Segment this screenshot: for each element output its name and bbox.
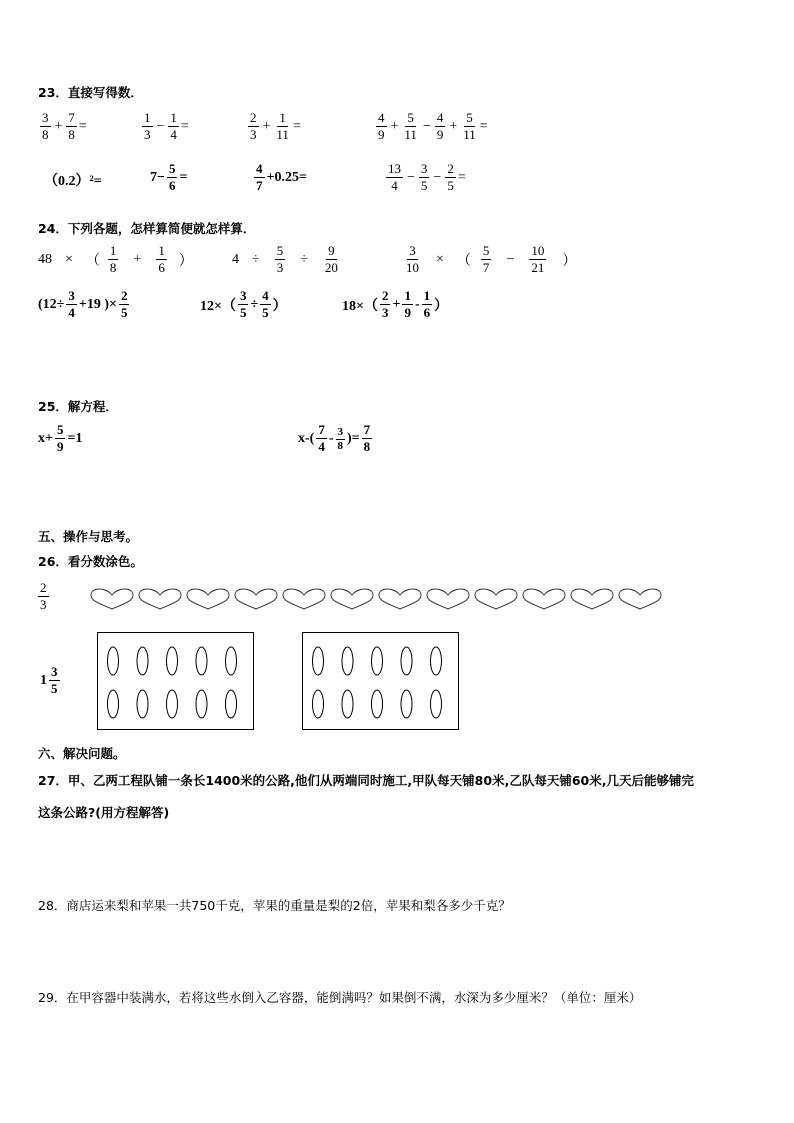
q24-expr-6: 18×（ $\frac{2}{3}$ + $\frac{1}{9}$ - $\frac{1}{6}$ ） (342, 288, 449, 320)
fraction: $\frac{13}{4}$ (388, 161, 401, 193)
oval-box-1 (97, 632, 254, 730)
heart-shape[interactable] (331, 589, 373, 609)
q24-expr-3: $\frac{3}{10}$ × （ $\frac{5}{7}$ − $\frac{10}{21}$ ） (406, 243, 577, 275)
q23-expr-7: $\frac{4}{7}$ +0.25= (256, 161, 307, 193)
q24-expr-4: (12÷ $\frac{3}{4}$ +19 )× $\frac{2}{5}$ (38, 288, 128, 320)
fraction: $\frac{2}{3}$ (40, 580, 47, 612)
fraction: $\frac{5}{6}$ (168, 161, 176, 193)
fraction: $\frac{3}{10}$ (406, 243, 419, 275)
heart-shape[interactable] (523, 589, 565, 609)
q24-expr-1: 48 × （ $\frac{1}{8}$ + $\frac{1}{6}$ ） (38, 243, 193, 275)
q27-line-1: 27．甲、乙两工程队铺一条长1400米的公路,他们从两端同时施工,甲队每天铺80米,乙队每天铺60米,几天后能够铺完 (38, 773, 694, 788)
fraction: $\frac{1}{3}$ (144, 110, 151, 142)
fraction: $\frac{7}{8}$ (68, 110, 75, 142)
q23-expr-2: $\frac{1}{3}$ − $\frac{1}{4}$ = (144, 110, 189, 142)
fraction: $\frac{4}{9}$ (378, 110, 385, 142)
fraction: $\frac{5}{11}$ (404, 110, 417, 142)
q28-text: 28．商店运来梨和苹果一共750千克，苹果的重量是梨的2倍，苹果和梨各多少千克？ (38, 898, 511, 913)
q26-fraction-2-3 (36, 580, 51, 613)
q24-expr-2: 4 ÷ $\frac{5}{3}$ ÷ $\frac{9}{20}$ (232, 243, 338, 275)
fraction: $\frac{3}{5}$ (51, 664, 58, 696)
fraction: $\frac{1}{4}$ (170, 110, 177, 142)
heart-shape[interactable] (187, 589, 229, 609)
oval-box-2 (302, 632, 459, 730)
fraction: $\frac{2}{5}$ (447, 161, 454, 193)
section-6-heading: 六、解决问题。 (38, 746, 126, 761)
heart-shape[interactable] (379, 589, 421, 609)
fraction: $\frac{1}{6}$ (423, 288, 431, 320)
fraction: $\frac{1}{11}$ (276, 110, 289, 142)
fraction: $\frac{2}{3}$ (381, 288, 389, 320)
q27-line-2: 这条公路?(用方程解答) (38, 805, 170, 820)
fraction: $\frac{3}{8}$ (337, 426, 343, 452)
fraction: $\frac{3}{8}$ (42, 110, 49, 142)
fraction: $\frac{4}{7}$ (256, 161, 263, 193)
fraction: $\frac{3}{5}$ (420, 161, 428, 193)
fraction: $\frac{9}{20}$ (324, 243, 338, 275)
fraction: $\frac{7}{8}$ (363, 422, 371, 454)
heart-shape[interactable] (139, 589, 181, 609)
fraction: $\frac{2}{5}$ (120, 288, 128, 320)
q25-title: 25．解方程． (38, 399, 118, 414)
fraction: $\frac{2}{3}$ (250, 110, 257, 142)
q29-text: 29．在甲容器中装满水，若将这些水倒入乙容器，能倒满吗？如果倒不满，水深为多少厘米？（单位：厘米） (38, 990, 642, 1005)
fraction: $\frac{3}{4}$ (68, 288, 75, 320)
q23-expr-3: $\frac{2}{3}$ + $\frac{1}{11}$ = (250, 110, 301, 142)
q23-expr-5: （0.2）²= (44, 174, 102, 189)
q23-expr-6: 7− $\frac{5}{6}$ = (150, 161, 188, 193)
fraction: $\frac{5}{11}$ (463, 110, 476, 142)
heart-shape[interactable] (283, 589, 325, 609)
q25-equation-1: x+ $\frac{5}{9}$ =1 (38, 422, 83, 454)
heart-shape[interactable] (571, 589, 613, 609)
fraction: $\frac{4}{5}$ (262, 288, 269, 320)
q25-equation-2: x-( $\frac{7}{4}$ - $\frac{3}{8}$ )= $\frac{7}{8}$ (298, 422, 371, 454)
fraction: $\frac{10}{21}$ (531, 243, 545, 275)
fraction: $\frac{1}{8}$ (109, 243, 117, 275)
heart-shape[interactable] (235, 589, 277, 609)
q23-expr-8: $\frac{13}{4}$ − $\frac{3}{5}$ − $\frac{2}{5}$ = (388, 161, 466, 193)
heart-shape[interactable] (91, 589, 133, 609)
heart-shape[interactable] (619, 589, 661, 609)
fraction: $\frac{7}{4}$ (318, 422, 325, 454)
fraction: $\frac{4}{9}$ (436, 110, 444, 142)
fraction: $\frac{5}{7}$ (482, 243, 490, 275)
q26-title: 26．看分数涂色。 (38, 554, 143, 569)
fraction: $\frac{1}{6}$ (158, 243, 165, 275)
q23-expr-1: $\frac{3}{8}$ + $\frac{7}{8}$ = (42, 110, 87, 142)
q24-expr-5: 12×（ $\frac{3}{5}$ ÷ $\frac{4}{5}$ ） (200, 288, 287, 320)
fraction: $\frac{5}{3}$ (276, 243, 284, 275)
fraction: $\frac{5}{9}$ (56, 422, 64, 454)
fraction: $\frac{1}{9}$ (404, 288, 411, 320)
fraction: $\frac{3}{5}$ (239, 288, 247, 320)
q23-expr-4: $\frac{4}{9}$ + $\frac{5}{11}$ − $\frac{4}{9}$ + $\frac{5}{11}$ = (378, 110, 488, 142)
heart-shape[interactable] (475, 589, 517, 609)
section-5-heading: 五、操作与思考。 (38, 529, 139, 544)
heart-shape[interactable] (427, 589, 469, 609)
q26-mixed-number: 1 $\frac{3}{5}$ (40, 664, 58, 696)
q23-title: 23．直接写得数． (38, 85, 143, 100)
q24-title: 24．下列各题，怎样算简便就怎样算． (38, 221, 256, 236)
